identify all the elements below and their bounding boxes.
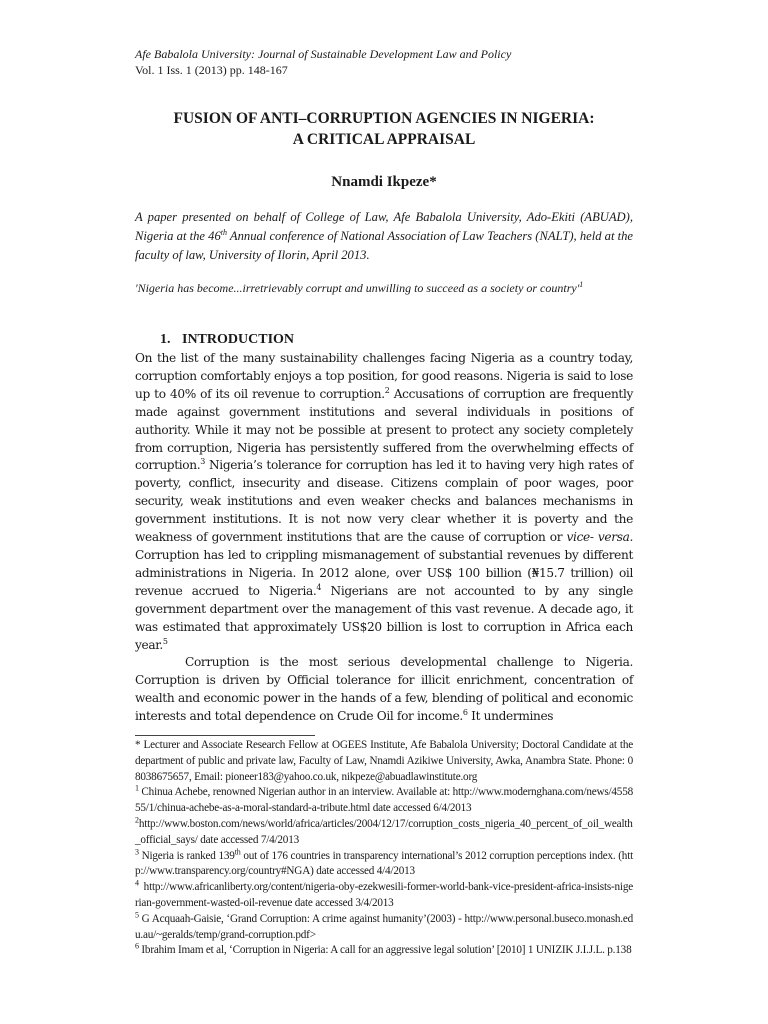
footnote-1-mark: 1 — [135, 783, 139, 793]
epigraph-text: 'Nigeria has become...irretrievably corrupt and unwilling to succeed as a society or country' — [135, 281, 580, 295]
paper-title — [0, 108, 768, 150]
footnote-2-mark: 2 — [135, 815, 139, 825]
section-heading — [160, 331, 294, 349]
footnote-3-text-b: out of 176 countries in transparency international’s 2012 corruption perceptions index. (http://www.transparency.org/country#NGA) date accessed 4/4/2013 — [135, 849, 634, 878]
footnote-3-text-a: Nigeria is ranked 139 — [138, 849, 235, 862]
author-name: Nnamdi Ikpeze* — [331, 174, 437, 190]
presentation-note — [135, 208, 633, 265]
footnote-ref-2: 2 — [384, 385, 390, 395]
footnote-5-mark: 5 — [135, 910, 139, 920]
paragraph-1-text-e: Nigerians are not accounted to by any single government department over the management of this vast revenue. A decade ago, it was estimated that approximately US$20 billion is lost to corruption in Africa each year. — [135, 583, 633, 652]
footnote-5 — [135, 912, 633, 944]
paragraph-1-text-d: Corruption has led to crippling mismanagement of substantial revenues by different administrations in Nigeria. In 2012 alone, over US$ 100 billion (₦15.7 trillion) oil revenue accrued to Nigeria. — [135, 547, 633, 598]
paragraph-1-text-c: Nigeria’s tolerance for corruption has led it to having very high rates of poverty, conflict, insecurity and disease. Citizens complain of poor wages, poor security, weak institutions and even weaker checks and balances mechanisms in government institutions. It is not now very clear whether it is poverty and the weakness of government institutions that are the cause of corruption or — [135, 458, 633, 545]
title-line-2: A CRITICAL APPRAISAL — [292, 131, 476, 148]
footnote-ref-4: 4 — [316, 582, 322, 592]
footnote-4 — [135, 880, 633, 912]
footnote-ref-6: 6 — [462, 708, 468, 718]
footnote-2-text: http://www.boston.com/news/world/africa/articles/2004/12/17/corruption_costs_nigeria_40_percent_of_oil_wealth_official_says/ date accessed 7/4/2013 — [135, 817, 633, 846]
vice-versa-emphasis: vice- versa. — [566, 530, 633, 545]
footnote-ref-5: 5 — [162, 636, 168, 646]
footnote-6 — [135, 943, 633, 959]
footnote-1 — [135, 785, 633, 817]
footnote-author: * Lecturer and Associate Research Fellow at OGEES Institute, Afe Babalola University; Doctoral Candidate at the department of public and private law, Faculty of Law, Nnamdi Azikiwe University, Awka, Anambra State. Phone: 08038675657, Email: pioneer183@yahoo.co.uk, nikpeze@abuadlawinstitute.org — [135, 739, 633, 783]
epigraph — [135, 280, 633, 296]
paragraph-2-text-a: Corruption is the most serious developmental challenge to Nigeria. Corruption is driven by Official tolerance for illicit enrichment, concentration of wealth and economic power in the hands of a few, blending of political and economic interests and total dependence on Crude Oil for income. — [135, 655, 633, 724]
title-line-1: FUSION OF ANTI–CORRUPTION AGENCIES IN NIGERIA: — [173, 110, 595, 127]
footnote-6-text: Ibrahim Imam et al, ‘Corruption in Nigeria: A call for an aggressive legal solution’ [2010] 1 UNIZIK J.I.J.L. p.138 — [138, 944, 632, 957]
note-text-1: A paper presented on behalf of College of Law, Afe Babalola University, Ado-Ekiti (ABUAD), Nigeria at the 46 — [135, 210, 633, 243]
footnote-4-text: http://www.africanliberty.org/content/nigeria-oby-ezekwesili-former-world-bank-vice-president-africa-insists-nigerian-government-wasted-oil-revenue date accessed 3/4/2013 — [135, 881, 633, 909]
footnote-ref-1: 1 — [579, 280, 584, 289]
section-title: INTRODUCTION — [182, 332, 295, 347]
footnote-4-mark: 4 — [135, 878, 139, 888]
paragraph-2 — [135, 654, 633, 726]
footnote-3-superscript: th — [234, 846, 241, 856]
footnote-2 — [135, 817, 633, 849]
paragraph-1 — [135, 350, 633, 654]
paragraph-1-text-b: Accusations of corruption are frequently made against government institutions and several individuals in positions of authority. While it may not be possible at present to protect any society completely from corruption, Nigeria has persistently suffered from the overwhelming effects of corruption. — [135, 386, 633, 473]
volume-info: Vol. 1 Iss. 1 (2013) pp. 148-167 — [135, 63, 288, 77]
body-text — [135, 350, 633, 726]
journal-name: Afe Babalola University: Journal of Sustainable Development Law and Policy — [135, 47, 512, 61]
footnote-ref-3: 3 — [200, 457, 205, 467]
note-superscript: th — [220, 227, 227, 237]
footnote-5-text: G Acquaah-Gaisie, ‘Grand Corruption: A crime against humanity’(2003) - http://www.personal.buseco.monash.edu.au/~geralds/temp/grand-corruption.pdf> — [135, 912, 633, 941]
paragraph-2-text-b: It undermines — [467, 709, 554, 724]
journal-header — [135, 46, 511, 78]
footnote-3-mark: 3 — [135, 846, 139, 856]
footnote-separator — [135, 735, 315, 736]
footnote-3 — [135, 846, 634, 881]
paragraph-1-text-a: On the list of the many sustainability challenges facing Nigeria as a country today, corruption comfortably enjoys a top position, for good reasons. Nigeria is said to lose up to 40% of its oil revenue to corruption. — [135, 351, 633, 401]
footnote-6-mark: 6 — [135, 941, 139, 951]
footnote-1-text: Chinua Achebe, renowned Nigerian author in an interview. Available at: http://www.modernghana.com/news/455855/1/chinua-achebe-as-a-moral-standard-a-tribute.html date accessed 6/4/2013 — [135, 786, 633, 815]
note-text-2: Annual conference of National Association of Law Teachers (NALT), held at the faculty of law, University of Ilorin, April 2013. — [135, 229, 634, 262]
footnotes — [135, 738, 633, 959]
section-number: 1. — [160, 332, 171, 347]
